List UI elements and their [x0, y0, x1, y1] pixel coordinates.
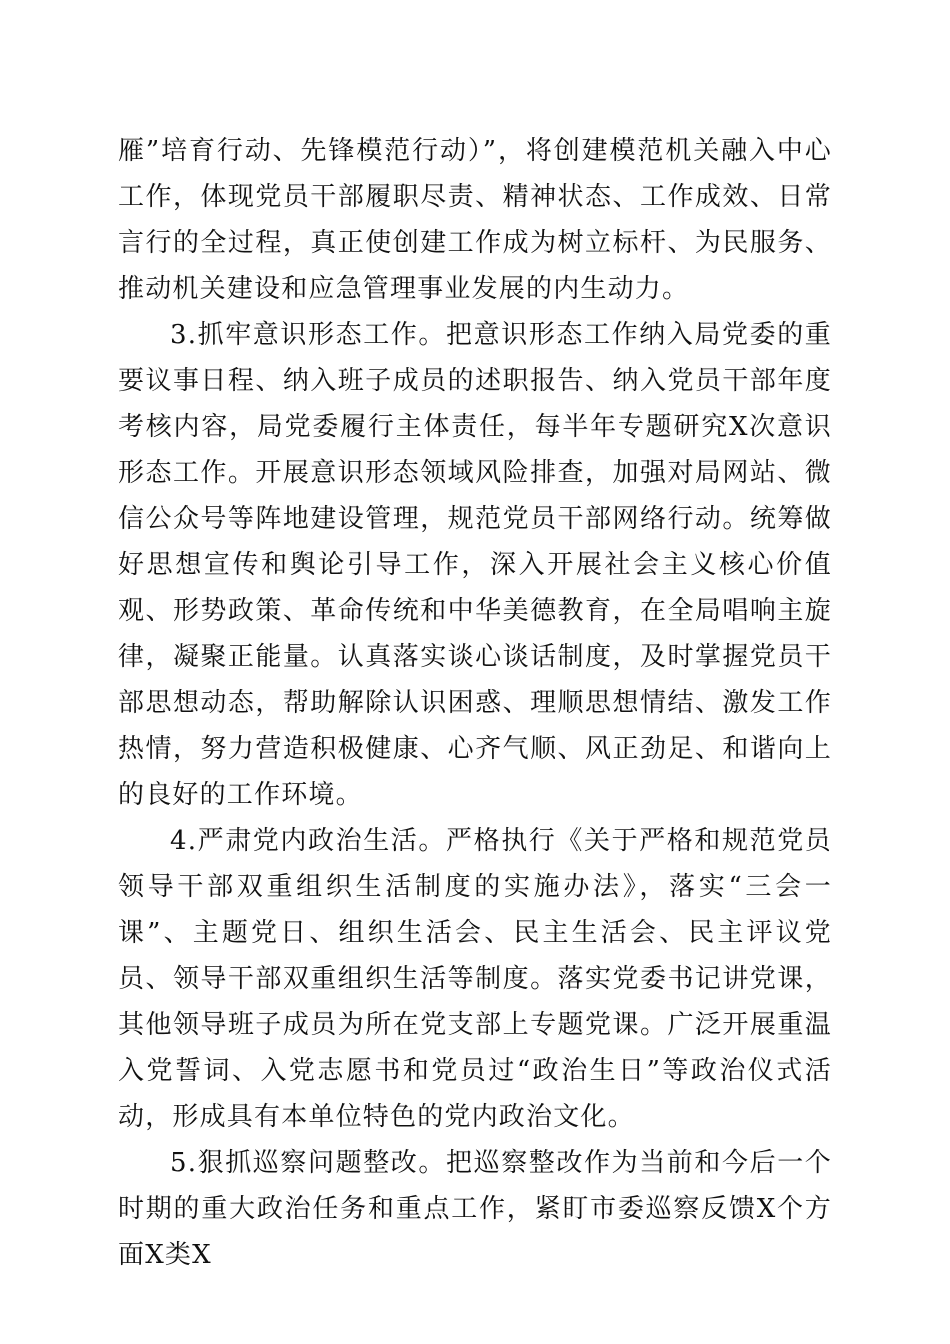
paragraph-continuation: 雁”培育行动、先锋模范行动）”，将创建模范机关融入中心工作，体现党员干部履职尽责、精神状态、工作成效、日常言行的全过程，真正使创建工作成为树立标杆、为民服务、推动机关建设和应急管理事业发展的内生动力。 [118, 136, 832, 304]
paragraph-party-political-life: 4.严肃党内政治生活。严格执行《关于严格和规范党员领导干部双重组织生活制度的实施办法》，落实“三会一课”、主题党日、组织生活会、民主生活会、民主评议党员、领导干部双重组织生活等制度。落实党委书记讲党课，其他领导班子成员为所在党支部上专题党课。广泛开展重温入党誓词、入党志愿书和党员过“政治生日”等政治仪式活动，形成具有本单位特色的党内政治文化。 [118, 826, 832, 1132]
paragraph-ideology-work: 3.抓牢意识形态工作。把意识形态工作纳入局党委的重要议事日程、纳入班子成员的述职报告、纳入党员干部年度考核内容，局党委履行主体责任，每半年专题研究X次意识形态工作。开展意识形态领域风险排查，加强对局网站、微信公众号等阵地建设管理，规范党员干部网络行动。统筹做好思想宣传和舆论引导工作，深入开展社会主义核心价值观、形势政策、革命传统和中华美德教育，在全局唱响主旋律，凝聚正能量。认真落实谈心谈话制度，及时掌握党员干部思想动态，帮助解除认识困惑、理顺思想情结、激发工作热情，努力营造积极健康、心齐气顺、风正劲足、和谐向上的良好的工作环境。 [118, 320, 832, 810]
document-page [118, 128, 832, 1278]
paragraph-inspection-rectification: 5.狠抓巡察问题整改。把巡察整改作为当前和今后一个时期的重大政治任务和重点工作，紧盯市委巡察反馈X个方面X类X [118, 1148, 832, 1270]
